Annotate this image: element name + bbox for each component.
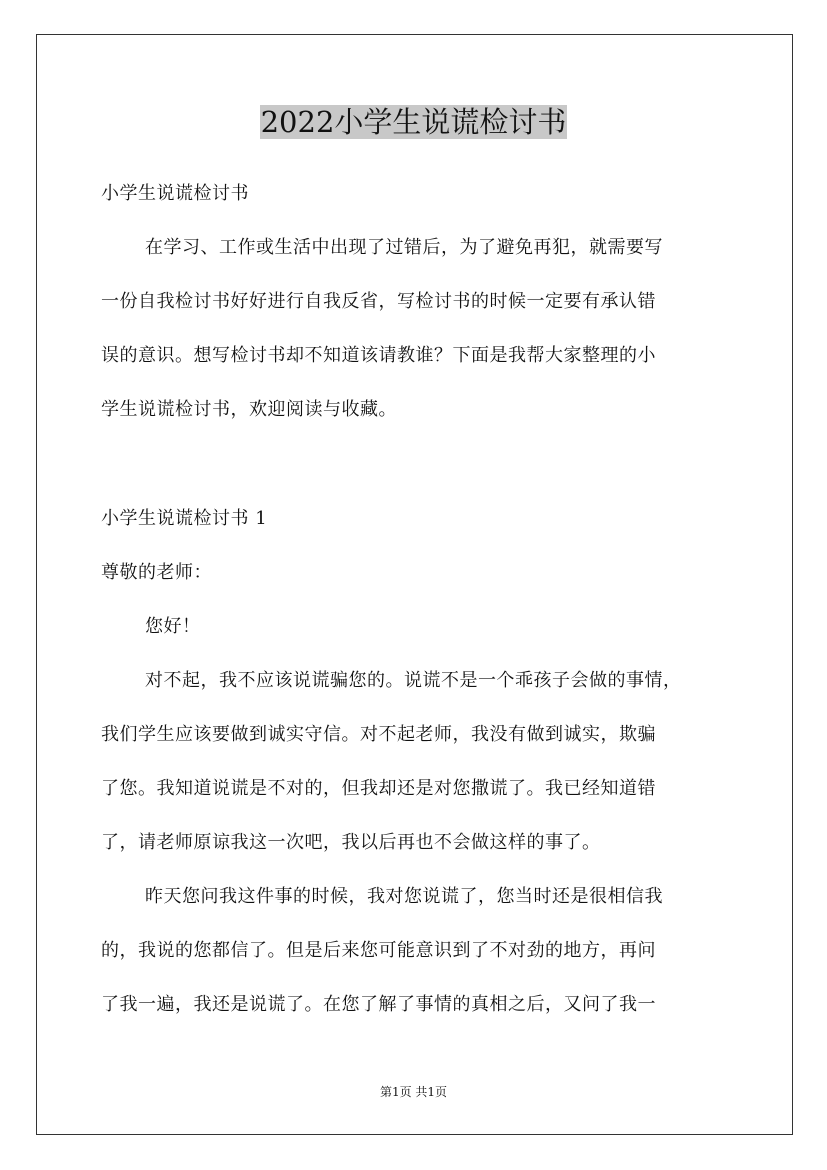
page-footer: 第1页 共1页 (379, 1085, 448, 1099)
paragraph-line: 昨天您问我这件事的时候，我对您说谎了，您当时还是很相信我 (145, 886, 663, 907)
paragraph-line: 对不起，我不应该说谎骗您的。说谎不是一个乖孩子会做的事情， (145, 670, 682, 691)
paragraph-line: 一份自我检讨书好好进行自我反省，写检讨书的时候一定要有承认错 (101, 291, 656, 312)
salutation: 尊敬的老师： (101, 562, 212, 583)
paragraph-line: 学生说谎检讨书，欢迎阅读与收藏。 (101, 399, 397, 420)
paragraph-line: 在学习、工作或生活中出现了过错后，为了避免再犯，就需要写 (145, 237, 663, 258)
paragraph-line: 的，我说的您都信了。但是后来您可能意识到了不对劲的地方，再问 (101, 940, 656, 961)
subtitle-line: 小学生说谎检讨书 (101, 183, 249, 204)
document-title (0, 101, 827, 143)
paragraph-line: 误的意识。想写检讨书却不知道该请教谁？下面是我帮大家整理的小 (101, 345, 656, 366)
paragraph-line: 了，请老师原谅我这一次吧，我以后再也不会做这样的事了。 (101, 832, 601, 853)
paragraph-line: 了您。我知道说谎是不对的，但我却还是对您撒谎了。我已经知道错 (101, 778, 656, 799)
section-heading: 小学生说谎检讨书 1 (101, 508, 268, 529)
greeting: 您好！ (145, 616, 201, 637)
paragraph-line: 了我一遍，我还是说谎了。在您了解了事情的真相之后，又问了我一 (101, 994, 656, 1015)
title-highlight: 2022小学生说谎检讨书 (260, 105, 567, 139)
paragraph-line: 我们学生应该要做到诚实守信。对不起老师，我没有做到诚实，欺骗 (101, 724, 656, 745)
